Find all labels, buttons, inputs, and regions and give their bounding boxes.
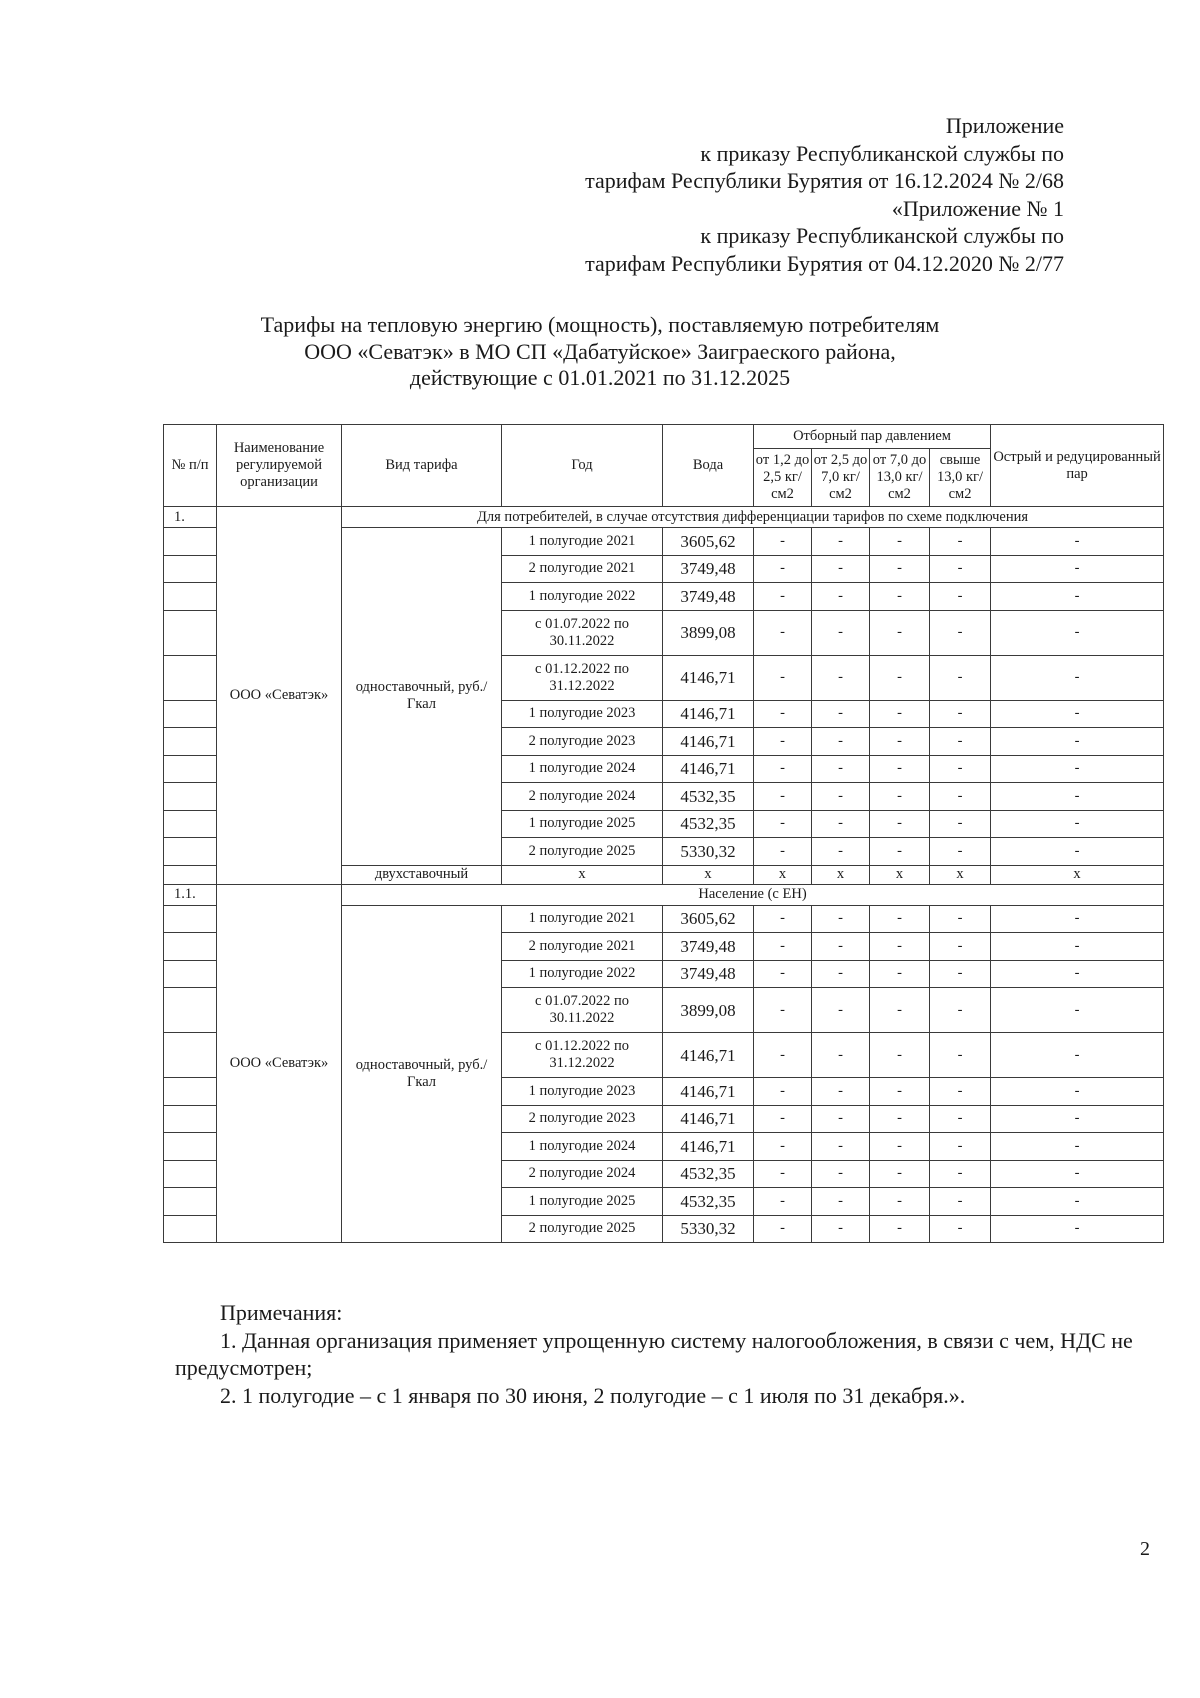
- steam-value-cell: -: [930, 700, 991, 728]
- notes: [175, 1299, 1162, 1409]
- section-caption: Для потребителей, в случае отсутствия дифференциации тарифов по схеме подключения: [342, 507, 1164, 528]
- steam-value-cell: -: [930, 960, 991, 988]
- steam-value-cell: -: [754, 555, 812, 583]
- steam-value-cell: -: [812, 810, 870, 838]
- steam-value-cell: -: [870, 1078, 930, 1106]
- row-number-cell: [164, 1215, 217, 1243]
- steam-value-cell: -: [930, 1033, 991, 1078]
- steam-value-cell: -: [870, 728, 930, 756]
- period-cell: с 01.12.2022 по 31.12.2022: [502, 1033, 663, 1078]
- period-cell: с 01.07.2022 по 30.11.2022: [502, 988, 663, 1033]
- steam-value-cell: -: [930, 1215, 991, 1243]
- steam-value-cell: -: [930, 555, 991, 583]
- section-caption: Население (с ЕН): [342, 884, 1164, 905]
- period-cell: 2 полугодие 2024: [502, 783, 663, 811]
- period-cell: 1 полугодие 2023: [502, 1078, 663, 1106]
- steam-value-cell: -: [754, 960, 812, 988]
- steam-value-cell: -: [870, 1033, 930, 1078]
- period-cell: 1 полугодие 2025: [502, 810, 663, 838]
- page-number: 2: [1140, 1538, 1150, 1560]
- title-line: ООО «Севатэк» в МО СП «Дабатуйское» Заиграеского района,: [304, 338, 896, 364]
- header-steam-2: от 2,5 до 7,0 кг/см2: [812, 449, 870, 507]
- water-value-cell: 5330,32: [663, 838, 754, 866]
- steam-value-cell: -: [870, 783, 930, 811]
- title-line: действующие с 01.01.2021 по 31.12.2025: [409, 365, 791, 390]
- water-value-cell: 3749,48: [663, 933, 754, 961]
- steam-value-cell: -: [754, 700, 812, 728]
- steam-value-cell: -: [930, 755, 991, 783]
- water-value-cell: 4146,71: [663, 755, 754, 783]
- steam-value-cell: -: [870, 610, 930, 655]
- header-line: Приложение: [945, 113, 1064, 138]
- period-cell: с 01.07.2022 по 30.11.2022: [502, 610, 663, 655]
- water-value-cell: 3605,62: [663, 905, 754, 933]
- acute-steam-cell: -: [991, 610, 1164, 655]
- steam-value-cell: -: [870, 528, 930, 556]
- steam-value-cell: -: [812, 988, 870, 1033]
- steam-value-cell: -: [930, 655, 991, 700]
- steam-value-cell: -: [812, 1078, 870, 1106]
- steam-value-cell: -: [754, 528, 812, 556]
- steam-value-cell: -: [754, 1105, 812, 1133]
- acute-steam-cell: -: [991, 583, 1164, 611]
- note-item: 1. Данная организация применяет упрощенную систему налогообложения, в связи с чем, НДС не предусмотрен;: [175, 1327, 1133, 1380]
- acute-steam-cell: -: [991, 1188, 1164, 1216]
- steam-value-cell: -: [812, 555, 870, 583]
- header-steam-3: от 7,0 до 13,0 кг/см2: [870, 449, 930, 507]
- steam-value-cell: -: [754, 1160, 812, 1188]
- period-cell: 1 полугодие 2024: [502, 1133, 663, 1161]
- header-line: к приказу Республиканской службы по: [700, 223, 1064, 248]
- steam-value-cell: -: [870, 810, 930, 838]
- steam-value-cell: -: [870, 960, 930, 988]
- acute-steam-cell: x: [991, 865, 1164, 884]
- acute-steam-cell: -: [991, 528, 1164, 556]
- org-name-cell: ООО «Севатэк»: [217, 507, 342, 885]
- steam-value-cell: -: [930, 1105, 991, 1133]
- header-line: к приказу Республиканской службы по: [700, 140, 1064, 166]
- steam-value-cell: x: [754, 865, 812, 884]
- row-number-cell: [164, 583, 217, 611]
- period-cell: 1 полугодие 2022: [502, 960, 663, 988]
- notes-heading: Примечания:: [220, 1300, 343, 1325]
- row-number-cell: [164, 610, 217, 655]
- steam-value-cell: -: [812, 610, 870, 655]
- acute-steam-cell: -: [991, 655, 1164, 700]
- steam-value-cell: -: [812, 755, 870, 783]
- steam-value-cell: -: [870, 1105, 930, 1133]
- water-value-cell: 3749,48: [663, 960, 754, 988]
- acute-steam-cell: -: [991, 728, 1164, 756]
- steam-value-cell: -: [930, 728, 991, 756]
- period-cell: с 01.12.2022 по 31.12.2022: [502, 655, 663, 700]
- water-value-cell: 4146,71: [663, 700, 754, 728]
- steam-value-cell: -: [754, 1078, 812, 1106]
- water-value-cell: x: [663, 865, 754, 884]
- tariff-type-cell: одноставочный, руб./Гкал: [342, 905, 502, 1243]
- steam-value-cell: -: [812, 1215, 870, 1243]
- tariff-table-body: [164, 425, 1164, 1243]
- steam-value-cell: -: [870, 700, 930, 728]
- steam-value-cell: -: [754, 988, 812, 1033]
- period-cell: 1 полугодие 2024: [502, 755, 663, 783]
- water-value-cell: 4146,71: [663, 1105, 754, 1133]
- steam-value-cell: -: [930, 1078, 991, 1106]
- steam-value-cell: -: [812, 905, 870, 933]
- header-type: Вид тарифа: [342, 425, 502, 507]
- section-caption-row: [164, 884, 1164, 905]
- steam-value-cell: -: [812, 1133, 870, 1161]
- water-value-cell: 4146,71: [663, 1078, 754, 1106]
- acute-steam-cell: -: [991, 1215, 1164, 1243]
- steam-value-cell: -: [812, 583, 870, 611]
- row-number-cell: [164, 783, 217, 811]
- steam-value-cell: -: [870, 1160, 930, 1188]
- row-number-cell: [164, 755, 217, 783]
- row-number-cell: [164, 528, 217, 556]
- section-number: 1.: [164, 507, 217, 528]
- row-number-cell: [164, 700, 217, 728]
- period-cell: x: [502, 865, 663, 884]
- acute-steam-cell: -: [991, 988, 1164, 1033]
- acute-steam-cell: -: [991, 783, 1164, 811]
- header-line: «Приложение № 1: [891, 195, 1064, 221]
- steam-value-cell: -: [870, 655, 930, 700]
- acute-steam-cell: -: [991, 810, 1164, 838]
- steam-value-cell: -: [754, 655, 812, 700]
- period-cell: 2 полугодие 2021: [502, 933, 663, 961]
- steam-value-cell: -: [870, 1215, 930, 1243]
- steam-value-cell: -: [754, 1133, 812, 1161]
- steam-value-cell: -: [754, 728, 812, 756]
- steam-value-cell: -: [812, 838, 870, 866]
- steam-value-cell: -: [754, 610, 812, 655]
- steam-value-cell: -: [870, 933, 930, 961]
- row-number-cell: [164, 960, 217, 988]
- steam-value-cell: -: [812, 783, 870, 811]
- header-row: [164, 425, 1164, 449]
- period-cell: 1 полугодие 2021: [502, 905, 663, 933]
- water-value-cell: 4146,71: [663, 1133, 754, 1161]
- row-number-cell: [164, 1188, 217, 1216]
- acute-steam-cell: -: [991, 1033, 1164, 1078]
- steam-value-cell: -: [754, 583, 812, 611]
- steam-value-cell: -: [812, 1160, 870, 1188]
- steam-value-cell: -: [754, 1215, 812, 1243]
- row-number-cell: [164, 655, 217, 700]
- period-cell: 2 полугодие 2025: [502, 838, 663, 866]
- period-cell: 1 полугодие 2021: [502, 528, 663, 556]
- row-number-cell: [164, 555, 217, 583]
- row-number-cell: [164, 810, 217, 838]
- row-number-cell: [164, 1033, 217, 1078]
- steam-value-cell: -: [930, 1160, 991, 1188]
- period-cell: 2 полугодие 2023: [502, 1105, 663, 1133]
- steam-value-cell: -: [870, 1133, 930, 1161]
- period-cell: 2 полугодие 2025: [502, 1215, 663, 1243]
- steam-value-cell: -: [870, 1188, 930, 1216]
- steam-value-cell: -: [754, 838, 812, 866]
- steam-value-cell: -: [930, 1133, 991, 1161]
- steam-value-cell: -: [812, 1188, 870, 1216]
- steam-value-cell: -: [870, 838, 930, 866]
- water-value-cell: 3749,48: [663, 555, 754, 583]
- acute-steam-cell: -: [991, 700, 1164, 728]
- row-number-cell: [164, 1078, 217, 1106]
- header-water: Вода: [663, 425, 754, 507]
- steam-value-cell: -: [812, 933, 870, 961]
- header-line: тарифам Республики Бурятия от 16.12.2024 № 2/68: [585, 168, 1064, 193]
- acute-steam-cell: -: [991, 838, 1164, 866]
- period-cell: 1 полугодие 2022: [502, 583, 663, 611]
- acute-steam-cell: -: [991, 1160, 1164, 1188]
- steam-value-cell: -: [930, 1188, 991, 1216]
- steam-value-cell: -: [870, 755, 930, 783]
- acute-steam-cell: -: [991, 1078, 1164, 1106]
- steam-value-cell: -: [812, 1105, 870, 1133]
- acute-steam-cell: -: [991, 555, 1164, 583]
- steam-value-cell: -: [930, 783, 991, 811]
- steam-value-cell: -: [930, 583, 991, 611]
- tariff-type-cell: двухставочный: [342, 865, 502, 884]
- steam-value-cell: -: [870, 583, 930, 611]
- row-number-cell: [164, 1133, 217, 1161]
- acute-steam-cell: -: [991, 755, 1164, 783]
- row-number-cell: [164, 838, 217, 866]
- water-value-cell: 3605,62: [663, 528, 754, 556]
- water-value-cell: 4532,35: [663, 783, 754, 811]
- tariff-table: [163, 424, 1164, 1243]
- row-number-cell: [164, 865, 217, 884]
- header-line: тарифам Республики Бурятия от 04.12.2020 № 2/77: [585, 250, 1064, 276]
- title-line: Тарифы на тепловую энергию (мощность), поставляемую потребителям: [260, 312, 940, 337]
- steam-value-cell: -: [812, 528, 870, 556]
- note-item: 2. 1 полугодие – с 1 января по 30 июня, 2 полугодие – с 1 июля по 31 декабря.».: [220, 1382, 966, 1408]
- water-value-cell: 3899,08: [663, 610, 754, 655]
- period-cell: 1 полугодие 2025: [502, 1188, 663, 1216]
- section-caption-row: [164, 507, 1164, 528]
- steam-value-cell: -: [812, 700, 870, 728]
- document-title: [0, 312, 1200, 392]
- acute-steam-cell: -: [991, 933, 1164, 961]
- steam-value-cell: -: [812, 960, 870, 988]
- steam-value-cell: -: [930, 905, 991, 933]
- section-number: 1.1.: [164, 884, 217, 905]
- steam-value-cell: -: [870, 905, 930, 933]
- acute-steam-cell: -: [991, 905, 1164, 933]
- steam-value-cell: -: [812, 728, 870, 756]
- water-value-cell: 4532,35: [663, 1160, 754, 1188]
- period-cell: 2 полугодие 2023: [502, 728, 663, 756]
- header-steam-4: свыше 13,0 кг/см2: [930, 449, 991, 507]
- tariff-type-cell: одноставочный, руб./Гкал: [342, 528, 502, 866]
- steam-value-cell: -: [930, 838, 991, 866]
- steam-value-cell: -: [930, 988, 991, 1033]
- header-acute: Острый и редуцированный пар: [991, 425, 1164, 507]
- org-name-cell: ООО «Севатэк»: [217, 884, 342, 1243]
- row-number-cell: [164, 988, 217, 1033]
- steam-value-cell: -: [870, 555, 930, 583]
- steam-value-cell: -: [870, 988, 930, 1033]
- acute-steam-cell: -: [991, 960, 1164, 988]
- steam-value-cell: -: [754, 933, 812, 961]
- steam-value-cell: -: [930, 933, 991, 961]
- steam-value-cell: x: [930, 865, 991, 884]
- row-number-cell: [164, 1160, 217, 1188]
- water-value-cell: 4146,71: [663, 1033, 754, 1078]
- steam-value-cell: -: [812, 655, 870, 700]
- steam-value-cell: -: [754, 905, 812, 933]
- steam-value-cell: -: [754, 755, 812, 783]
- row-number-cell: [164, 905, 217, 933]
- period-cell: 2 полугодие 2024: [502, 1160, 663, 1188]
- steam-value-cell: -: [812, 1033, 870, 1078]
- steam-value-cell: -: [930, 810, 991, 838]
- row-number-cell: [164, 933, 217, 961]
- water-value-cell: 4146,71: [663, 655, 754, 700]
- steam-value-cell: -: [754, 1033, 812, 1078]
- steam-value-cell: x: [870, 865, 930, 884]
- water-value-cell: 4532,35: [663, 810, 754, 838]
- header-year: Год: [502, 425, 663, 507]
- water-value-cell: 5330,32: [663, 1215, 754, 1243]
- acute-steam-cell: -: [991, 1133, 1164, 1161]
- period-cell: 1 полугодие 2023: [502, 700, 663, 728]
- header-steam-group: Отборный пар давлением: [754, 425, 991, 449]
- water-value-cell: 4146,71: [663, 728, 754, 756]
- appendix-header: [585, 112, 1064, 277]
- header-num: № п/п: [164, 425, 217, 507]
- water-value-cell: 4532,35: [663, 1188, 754, 1216]
- steam-value-cell: -: [754, 810, 812, 838]
- steam-value-cell: -: [930, 610, 991, 655]
- row-number-cell: [164, 1105, 217, 1133]
- header-steam-1: от 1,2 до 2,5 кг/см2: [754, 449, 812, 507]
- row-number-cell: [164, 728, 217, 756]
- steam-value-cell: -: [930, 528, 991, 556]
- water-value-cell: 3749,48: [663, 583, 754, 611]
- steam-value-cell: -: [754, 1188, 812, 1216]
- water-value-cell: 3899,08: [663, 988, 754, 1033]
- acute-steam-cell: -: [991, 1105, 1164, 1133]
- steam-value-cell: -: [754, 783, 812, 811]
- steam-value-cell: x: [812, 865, 870, 884]
- period-cell: 2 полугодие 2021: [502, 555, 663, 583]
- header-org: Наименование регулируемой организации: [217, 425, 342, 507]
